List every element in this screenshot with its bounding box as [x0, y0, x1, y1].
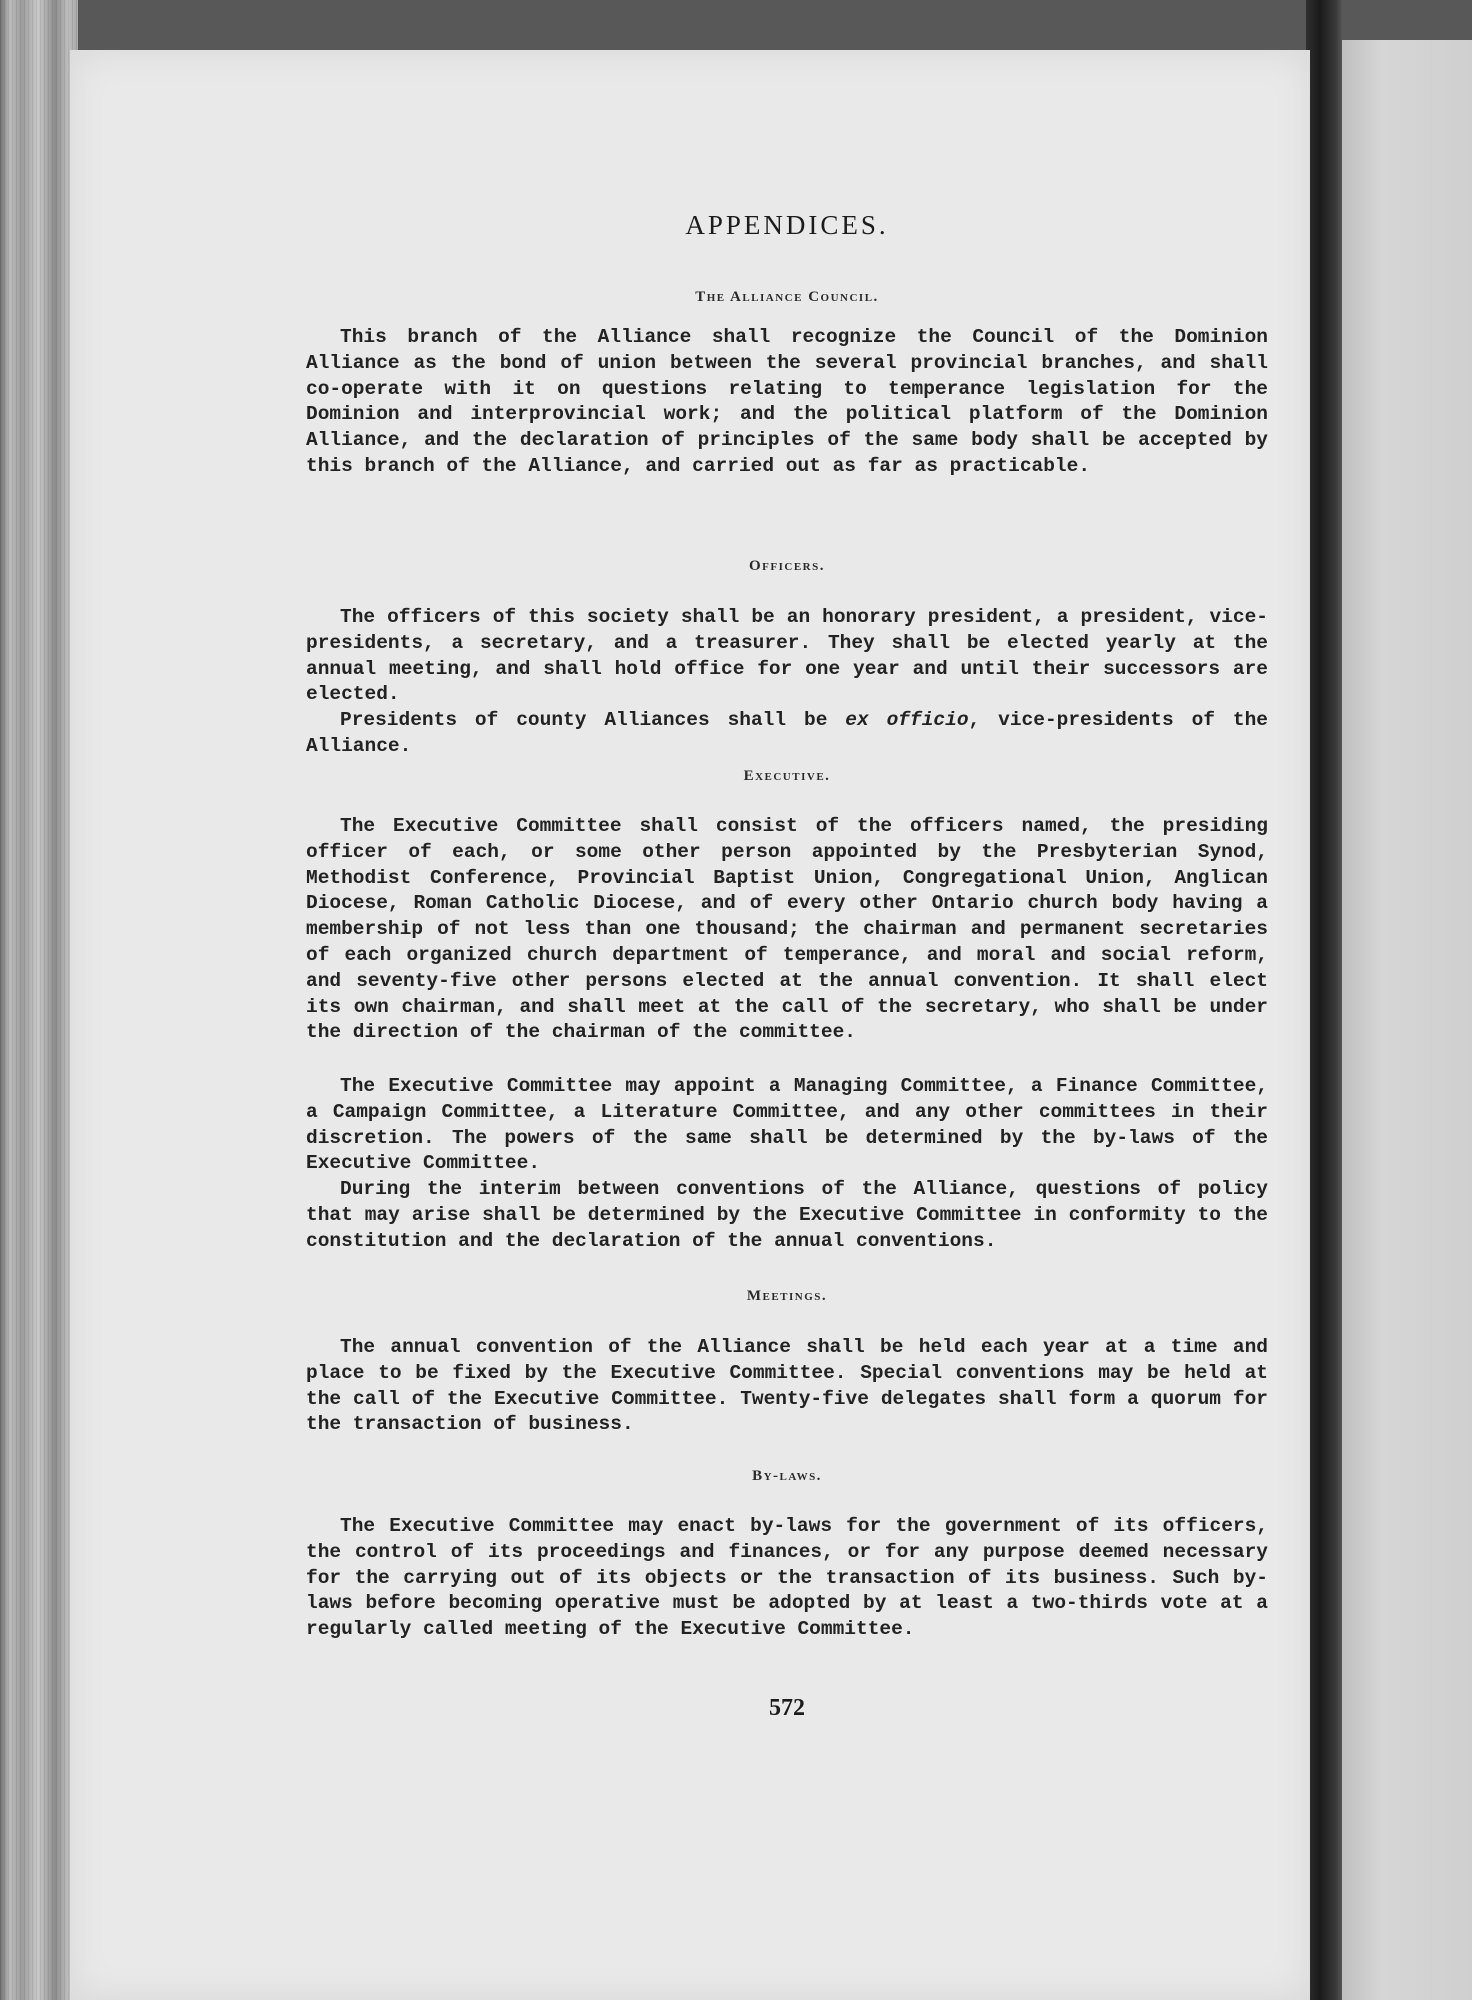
section-title-meetings: Meetings.	[746, 1288, 828, 1304]
paragraph-officers-1: The officers of this society shall be an honorary president, a president, vice-presidents, a secretary, and a treasurer. They shall be elected yearly at the annual meeting, and shall hold office for one year and until their successors are elected.	[306, 606, 1268, 706]
ex-officio-italic: ex officio	[845, 709, 969, 731]
section-title-executive: Executive.	[743, 768, 831, 784]
next-page-edge	[1342, 40, 1472, 2000]
paragraph-officers-2: Presidents of county Alliances shall be ex officio, vice-presidents of the Alliance.	[306, 709, 1268, 757]
paragraph-executive-3: During the interim between conventions of the Alliance, questions of policy that may arise shall be determined by the Executive Committee in conformity to the constitution and the declaration of the annual conventions.	[306, 1178, 1268, 1252]
paragraph-alliance-council: This branch of the Alliance shall recognize the Council of the Dominion Alliance as the bond of union between the several provincial branches, and shall co-operate with it on questions relating to temperance legislation for the Dominion and interprovincial work; and the political platform of the Dominion Alliance, and the declaration of principles of the same body shall be accepted by this branch of the Alliance, and carried out as far as practicable.	[306, 326, 1268, 477]
paragraph-executive-2: The Executive Committee may appoint a Managing Committee, a Finance Committee, a Campaign Committee, a Literature Committee, and any other committees in their discretion. The powers of the same shall be determined by the by-laws of the Executive Committee.	[306, 1075, 1268, 1175]
book-binding-gutter	[1306, 0, 1342, 2000]
paragraph-executive-1: The Executive Committee shall consist of the officers named, the presiding officer of each, or some other person appointed by the Presbyterian Synod, Methodist Conference, Provincial Baptist Union, Congregational Union, Anglican Diocese, Roman Catholic Diocese, and of every other Ontario church body having a membership of not less than one thousand; the chairman and permanent secretaries of each organized church department of temperance, and moral and social reform, and seventy-five other persons elected at the annual convention. It shall elect its own chairman, and shall meet at the call of the secretary, who shall be under the direction of the chairman of the committee.	[306, 815, 1268, 1044]
section-title-by-laws: By-laws.	[752, 1468, 822, 1484]
section-title-alliance-council: The Alliance Council.	[695, 289, 879, 305]
book-page	[70, 50, 1310, 2000]
page-number: 572	[769, 1695, 805, 1721]
book-left-page-edges	[0, 0, 78, 2000]
section-title-officers: Officers.	[749, 558, 825, 574]
page-heading: APPENDICES.	[685, 210, 889, 240]
paragraph-meetings: The annual convention of the Alliance shall be held each year at a time and place to be fixed by the Executive Committee. Special conventions may be held at the call of the Executive Committee. Twenty-five delegates shall form a quorum for the transaction of business.	[306, 1336, 1268, 1436]
paragraph-by-laws: The Executive Committee may enact by-laws for the government of its officers, the control of its proceedings and finances, or for any purpose deemed necessary for the carrying out of its objects or the transaction of its business. Such by-laws before becoming operative must be adopted by at least a two-thirds vote at a regularly called meeting of the Executive Committee.	[306, 1515, 1268, 1641]
